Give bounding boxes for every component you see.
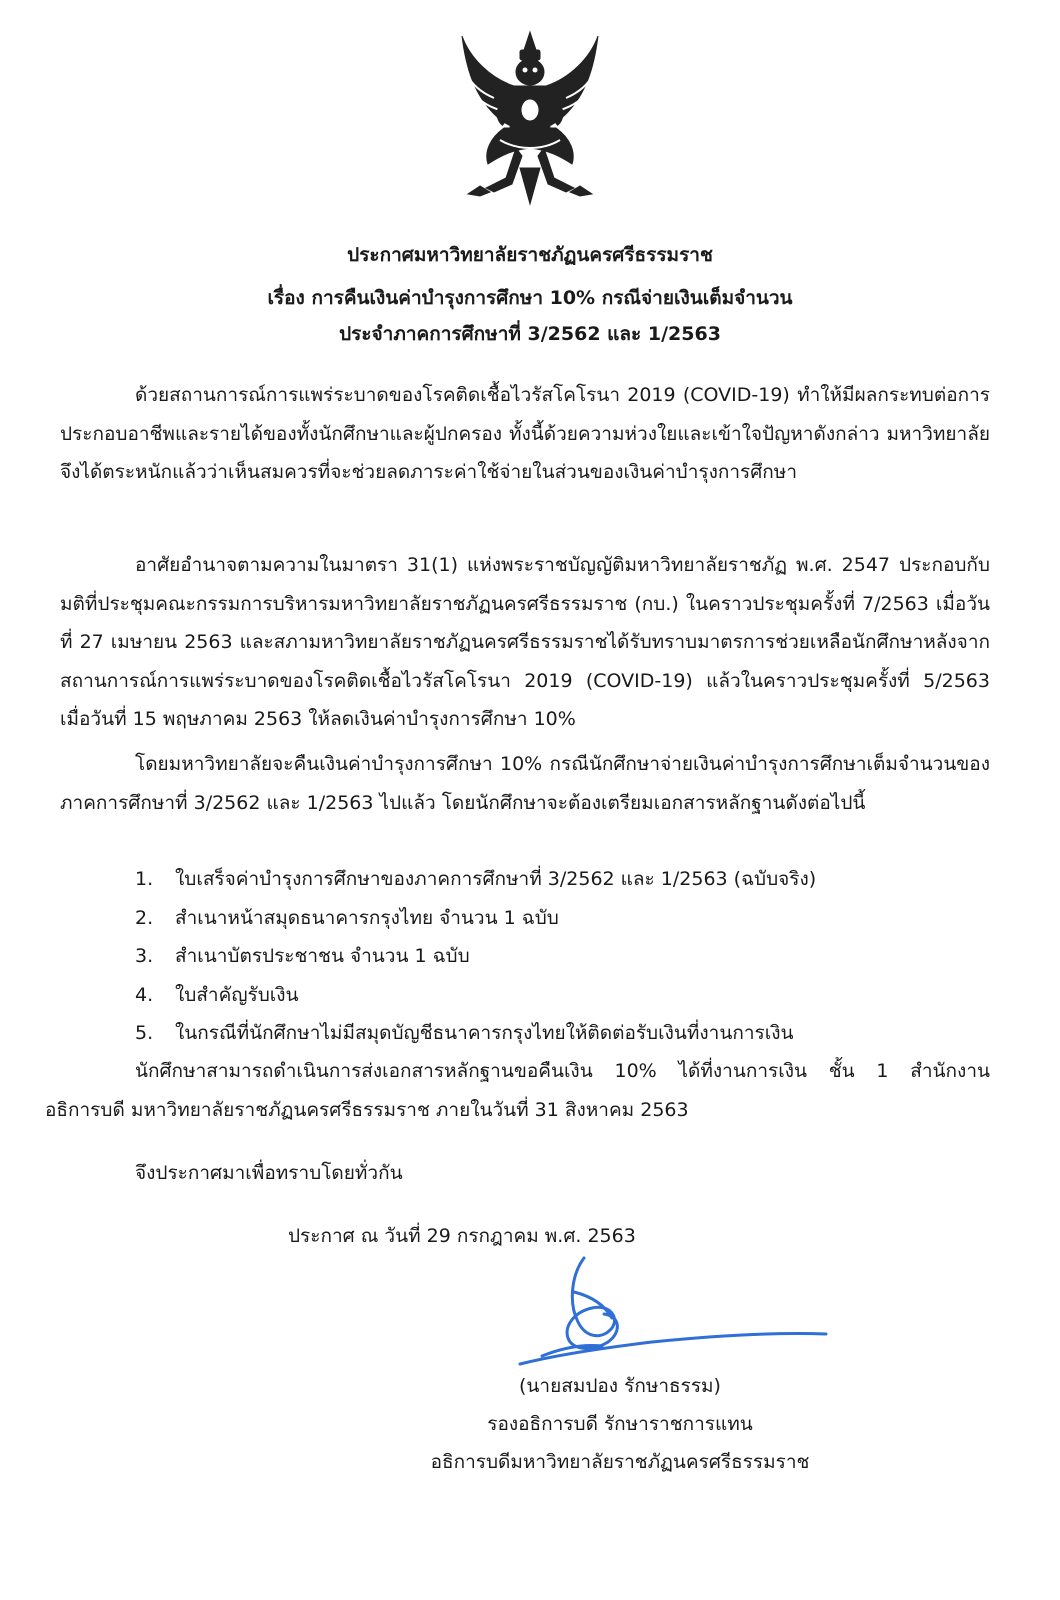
list-item-number: 3. xyxy=(135,945,154,967)
list-item xyxy=(135,1014,995,1053)
paragraph-legal-basis: อาศัยอำนาจตามความในมาตรา 31(1) แห่งพระราชบัญญัติมหาวิทยาลัยราชภัฏ พ.ศ. 2547 ประกอบกับมติที่ประชุมคณะกรรมการบริหารมหาวิทยาลัยราชภัฏนครศรีธรรมราช (กบ.) ในคราวประชุมครั้งที่ 7/2563 เมื่อวันที่ 27 เมษายน 2563 และสภามหาวิทยาลัยราชภัฏนครศรีธรรมราชได้รับทราบมาตรการช่วยเหลือนักศึกษาหลังจากสถานการณ์การแพร่ระบาดของโรคติดเชื้อไวรัสโคโรนา 2019 (COVID-19) แล้วในคราวประชุมครั้งที่ 5/2563 เมื่อวันที่ 15 พฤษภาคม 2563 ให้ลดเงินค่าบำรุงการศึกษา 10% xyxy=(60,554,990,730)
list-item xyxy=(135,937,995,976)
paragraph-refund-conditions: โดยมหาวิทยาลัยจะคืนเงินค่าบำรุงการศึกษา 10% กรณีนักศึกษาจ่ายเงินค่าบำรุงการศึกษาเต็มจำนวนของภาคการศึกษาที่ 3/2562 และ 1/2563 ไปแล้ว โดยนักศึกษาจะต้องเตรียมเอกสารหลักฐานดังต่อไปนี้ xyxy=(60,753,990,814)
list-item xyxy=(135,976,995,1015)
list-item xyxy=(135,860,995,899)
list-item-number: 4. xyxy=(135,983,154,1006)
list-item-text: สำเนาบัตรประชาชน จำนวน 1 ฉบับ xyxy=(175,945,470,967)
paragraph-submission-info: นักศึกษาสามารถดำเนินการส่งเอกสารหลักฐานขอคืนเงิน 10% ได้ที่งานการเงิน ชั้น 1 สำนักงานอธิการบดี มหาวิทยาลัยราชภัฏนครศรีธรรมราช ภายในวันที่ 31 สิงหาคม 2563 xyxy=(45,1060,990,1121)
list-item-text: ใบสำคัญรับเงิน xyxy=(175,983,299,1006)
closing-statement: จึงประกาศมาเพื่อทราบโดยทั่วกัน xyxy=(135,1162,403,1184)
signatory-name: (นายสมปอง รักษาธรรม) xyxy=(519,1375,721,1397)
required-documents-list xyxy=(135,860,995,1053)
announcement-date: ประกาศ ณ วันที่ 29 กรกฎาคม พ.ศ. 2563 xyxy=(288,1225,636,1247)
paragraph-covid-impact: ด้วยสถานการณ์การแพร่ระบาดของโรคติดเชื้อไวรัสโคโรนา 2019 (COVID-19) ทำให้มีผลกระทบต่อการประกอบอาชีพและรายได้ของทั้งนักศึกษาและผู้ปกครอง ทั้งนี้ด้วยความห่วงใยและเข้าใจปัญหาดังกล่าว มหาวิทยาลัยจึงได้ตระหนักแล้วว่าเห็นสมควรที่จะช่วยลดภาระค่าใช้จ่ายในส่วนของเงินค่าบำรุงการศึกษา xyxy=(60,384,990,483)
list-item-number: 1. xyxy=(135,868,154,890)
signature-icon xyxy=(512,1252,832,1382)
garuda-emblem-icon xyxy=(450,28,610,208)
announcement-title: ประกาศมหาวิทยาลัยราชภัฏนครศรีธรรมราช xyxy=(347,244,713,266)
list-item-text: ใบเสร็จค่าบำรุงการศึกษาของภาคการศึกษาที่ 3/2562 และ 1/2563 (ฉบับจริง) xyxy=(175,868,817,890)
list-item-text: สำเนาหน้าสมุดธนาคารกรุงไทย จำนวน 1 ฉบับ xyxy=(175,906,559,929)
signatory-position: รองอธิการบดี รักษาราชการแทน xyxy=(487,1413,753,1435)
subject-line: เรื่อง การคืนเงินค่าบำรุงการศึกษา 10% กรณีจ่ายเงินเต็มจำนวน xyxy=(267,287,793,309)
list-item-number: 2. xyxy=(135,906,154,929)
list-item-number: 5. xyxy=(135,1022,154,1044)
list-item xyxy=(135,899,995,938)
term-line: ประจำภาคการศึกษาที่ 3/2562 และ 1/2563 xyxy=(339,323,721,345)
list-item-text: ในกรณีที่นักศึกษาไม่มีสมุดบัญชีธนาคารกรุงไทยให้ติดต่อรับเงินที่งานการเงิน xyxy=(175,1022,794,1044)
signatory-title: อธิการบดีมหาวิทยาลัยราชภัฏนครศรีธรรมราช xyxy=(430,1451,810,1473)
